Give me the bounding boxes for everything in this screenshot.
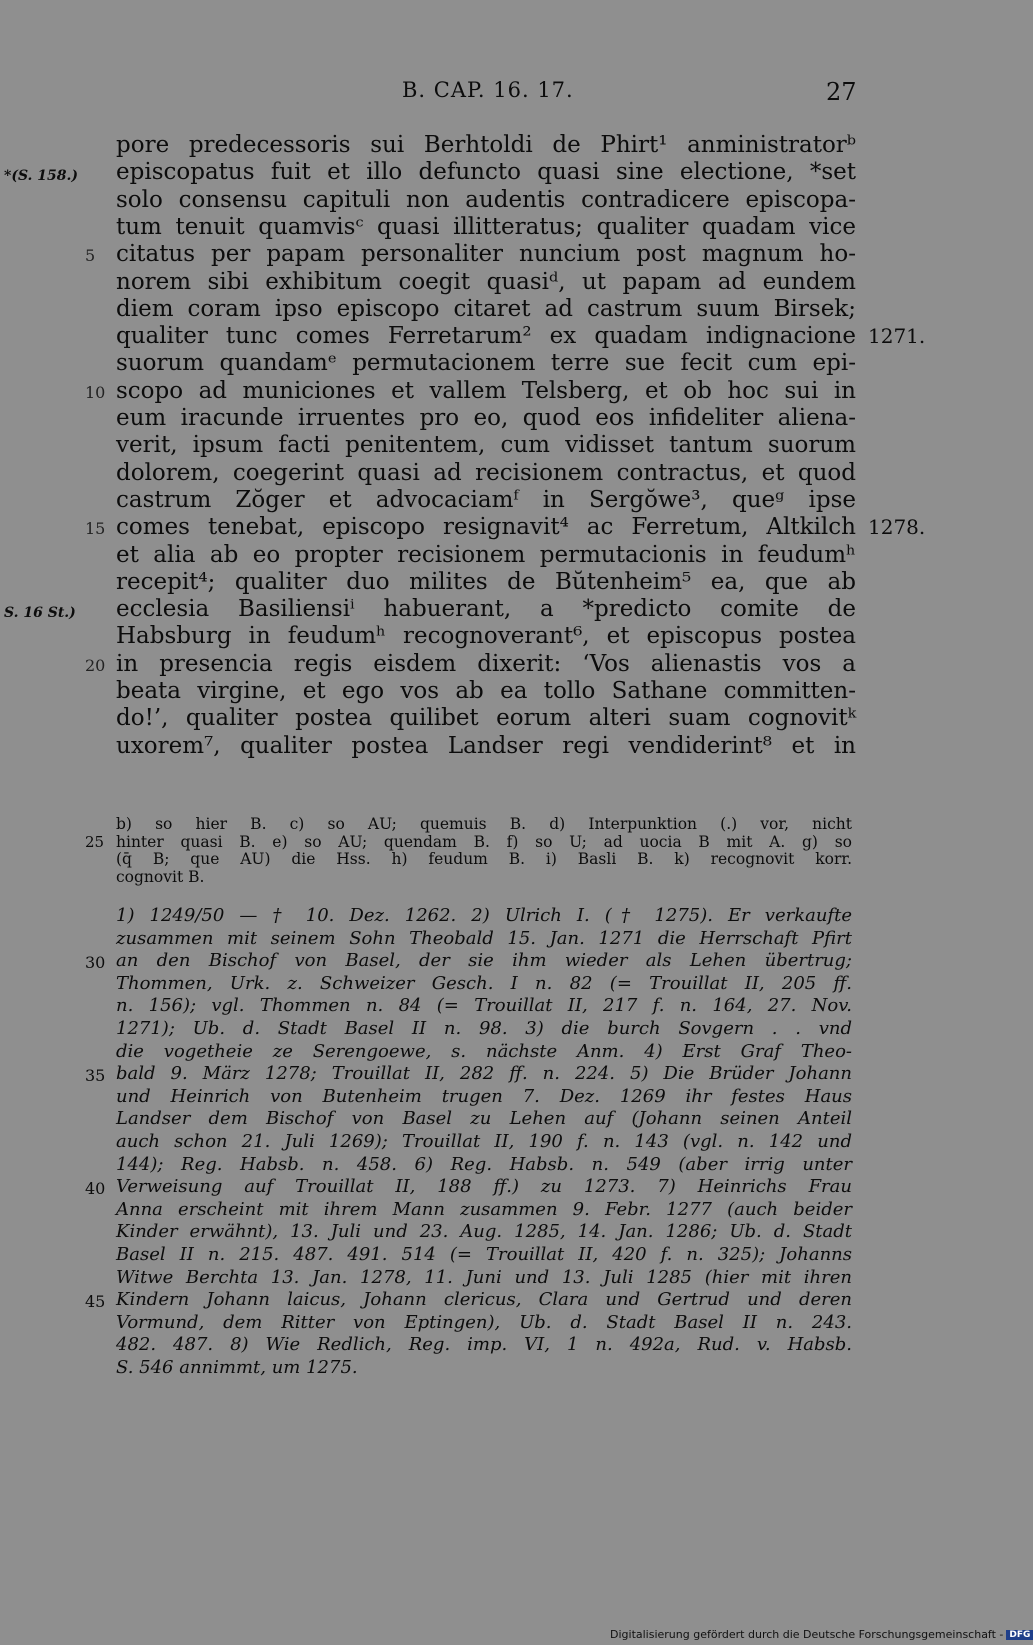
right-margin-year: 1278. xyxy=(868,515,926,540)
line-text: tum tenuit quamvisᶜ quasi illitteratus; qualiter quadam vice xyxy=(116,213,856,240)
line-text: Basel II n. 215. 487. 491. 514 (= Trouillat II, 420 f. n. 325); Johanns xyxy=(116,1244,852,1265)
line-text: cognovit B. xyxy=(116,867,205,886)
line-text: dolorem, coegerint quasi ad recisionem contractus, et quod xyxy=(116,459,856,486)
line-number: 5 xyxy=(85,246,96,266)
line-text: et alia ab eo propter recisionem permutacionis in feudumʰ xyxy=(116,541,856,568)
dfg-logo: DFG xyxy=(1006,1630,1033,1640)
line-number: 25 xyxy=(85,832,105,851)
line-text: bald 9. März 1278; Trouillat II, 282 ff. n. 224. 5) Die Brüder Johann xyxy=(116,1063,852,1085)
right-margin-year: 1271. xyxy=(868,324,926,349)
line-text: verit, ipsum facti penitentem, cum vidisset tantum suorum xyxy=(116,432,856,459)
line-text: 1271); Ub. d. Stadt Basel II n. 98. 3) die burch Sovgern . . vnd xyxy=(116,1018,852,1039)
line-text: Anna erscheint mit ihrem Mann zusammen 9. Febr. 1277 (auch beider xyxy=(116,1198,852,1220)
line-text: die vogetheie ze Serengoewe, s. nächste Anm. 4) Erst Graf Theo- xyxy=(116,1040,852,1062)
line-text: auch schon 21. Juli 1269); Trouillat II, 190 f. n. 143 (vgl. n. 142 und xyxy=(116,1131,852,1152)
line-number: 35 xyxy=(85,1066,106,1086)
line-text: hinter quasi B. e) so AU; quendam B. f) so U; ad uocia B mit A. g) so xyxy=(116,832,852,851)
line-text: do!’, qualiter postea quilibet eorum alteri suam cognovitᵏ xyxy=(116,705,856,732)
line-text: Habsburg in feudumʰ recognoverant⁶, et episcopus postea xyxy=(116,623,856,650)
line-text: 144); Reg. Habsb. n. 458. 6) Reg. Habsb. n. 549 (aber irrig unter xyxy=(116,1153,852,1175)
line-number: 30 xyxy=(85,953,106,973)
line-text: b) so hier B. c) so AU; quemuis B. d) Interpunktion (.) vor, nicht xyxy=(116,815,852,833)
line-number: 40 xyxy=(85,1179,106,1199)
left-margin-note: *(S. 158.) xyxy=(4,168,79,185)
line-text: n. 156); vgl. Thommen n. 84 (= Trouillat II, 217 f. n. 164, 27. Nov. xyxy=(116,995,852,1017)
line-text: citatus per papam personaliter nuncium post magnum ho- xyxy=(116,241,856,268)
line-text: ecclesia Basiliensiⁱ habuerant, a *predicto comite de xyxy=(116,596,856,623)
line-text: Kindern Johann laicus, Johann clericus, Clara und Gertrud und deren xyxy=(116,1289,852,1311)
line-text: beata virgine, et ego vos ab ea tollo Sathane committen- xyxy=(116,678,856,704)
line-text: 1) 1249/50 — † 10. Dez. 1262. 2) Ulrich I. († 1275). Er verkaufte xyxy=(116,905,852,926)
line-text: in presencia regis eisdem dixerit: ‘Vos alienastis vos a xyxy=(116,650,856,677)
line-number: 10 xyxy=(85,382,106,402)
line-text: S. 546 annimmt, um 1275. xyxy=(116,1357,358,1378)
digitization-credit xyxy=(610,1628,1033,1641)
line-number: 20 xyxy=(85,655,106,675)
line-text: norem sibi exhibitum coegit quasiᵈ, ut papam ad eundem xyxy=(116,268,856,295)
line-text: 482. 487. 8) Wie Redlich, Reg. imp. VI, 1 n. 492a, Rud. v. Habsb. xyxy=(116,1334,852,1356)
line-text: an den Bischof von Basel, der sie ihm wieder als Lehen übertrug; xyxy=(116,950,852,972)
line-text: castrum Zŏger et advocaciamᶠ in Sergŏwe³, queᵍ ipse xyxy=(116,486,856,513)
left-margin-note: S. 16 St.) xyxy=(4,605,76,622)
line-text: Verweisung auf Trouillat II, 188 ff.) zu 1273. 7) Heinrichs Frau xyxy=(116,1176,852,1198)
line-text: suorum quandamᵉ permutacionem terre sue fecit cum epi- xyxy=(116,350,856,377)
line-text: uxorem⁷, qualiter postea Landser regi vendiderint⁸ et in xyxy=(116,732,856,759)
line-text: Kinder erwähnt), 13. Juli und 23. Aug. 1285, 14. Jan. 1286; Ub. d. Stadt xyxy=(116,1221,852,1243)
line-text: zusammen mit seinem Sohn Theobald 15. Jan. 1271 die Herrschaft Pfirt xyxy=(116,927,852,949)
line-text: scopo ad municiones et vallem Telsberg, et ob hoc sui in xyxy=(116,377,856,404)
line-number: 45 xyxy=(85,1292,106,1312)
line-text: episcopatus fuit et illo defuncto quasi sine electione, *set xyxy=(116,159,856,186)
running-title: B. CAP. 16. 17. xyxy=(402,78,574,102)
line-text: comes tenebat, episcopo resignavit⁴ ac Ferretum, Altkilch xyxy=(116,514,856,541)
credit-text: Digitalisierung gefördert durch die Deutsche Forschungsgemeinschaft - xyxy=(610,1628,1004,1641)
line-text: recepit⁴; qualiter duo milites de Bŭtenheim⁵ ea, que ab xyxy=(116,568,856,595)
line-text: Vormund, dem Ritter von Eptingen), Ub. d. Stadt Basel II n. 243. xyxy=(116,1311,852,1333)
line-text: qualiter tunc comes Ferretarum² ex quadam indignacione xyxy=(116,323,856,350)
line-text: solo consensu capituli non audentis contradicere episcopa- xyxy=(116,186,856,213)
line-number: 15 xyxy=(85,519,106,539)
line-text: pore predecessoris sui Berhtoldi de Phirt¹ anministratorᵇ xyxy=(116,132,856,158)
line-text: diem coram ipso episcopo citaret ad castrum suum Birsek; xyxy=(116,295,856,322)
line-text: Landser dem Bischof von Basel zu Lehen auf (Johann seinen Anteil xyxy=(116,1108,852,1130)
line-text: eum iracunde irruentes pro eo, quod eos infideliter aliena- xyxy=(116,405,856,431)
line-text: Thommen, Urk. z. Schweizer Gesch. I n. 82 (= Trouillat II, 205 ff. xyxy=(116,972,852,994)
page-number: 27 xyxy=(826,78,857,106)
page-header xyxy=(0,78,1000,114)
line-text: Witwe Berchta 13. Jan. 1278, 11. Juni und 13. Juli 1285 (hier mit ihren xyxy=(116,1266,852,1288)
line-text: (q̄ B; que AU) die Hss. h) feudum B. i) Basli B. k) recognovit korr. xyxy=(116,850,852,868)
line-text: und Heinrich von Butenheim trugen 7. Dez. 1269 ihr festes Haus xyxy=(116,1085,852,1107)
